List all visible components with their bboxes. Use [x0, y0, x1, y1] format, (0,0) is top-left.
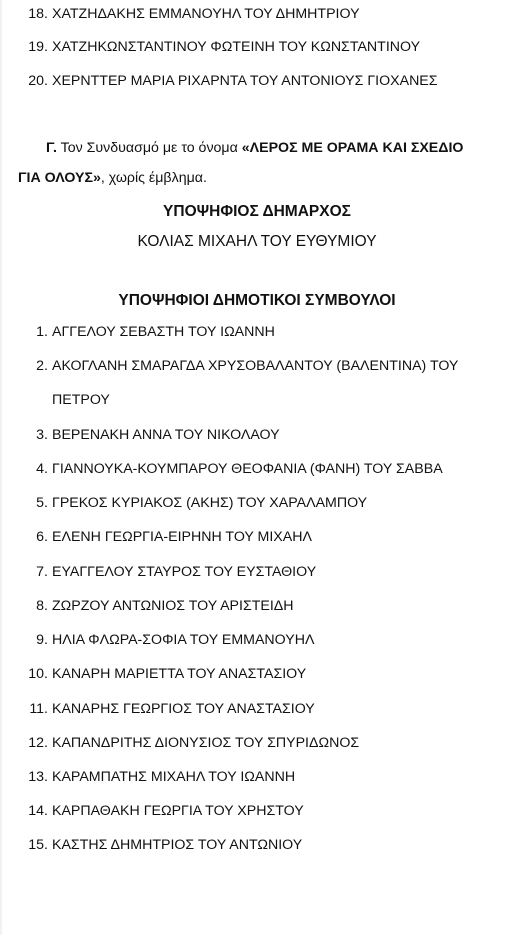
ticket-name-part2: ΓΙΑ ΟΛΟΥΣ» [18, 170, 101, 186]
section-paragraph-line1 [46, 139, 514, 157]
list-item-text: ΗΛΙΑ ΦΛΩΡΑ-ΣΟΦΙΑ ΤΟΥ ΕΜΜΑΝΟΥΗΛ [52, 632, 315, 648]
list-item-text: ΓΙΑΝΝΟΥΚΑ-ΚΟΥΜΠΑΡΟΥ ΘΕΟΦΑΝΙΑ (ΦΑΝΗ) ΤΟΥ ΣΑΒΒΑ [52, 461, 443, 477]
list-item-number: 14. [28, 803, 48, 819]
section-paragraph-line2 [18, 169, 488, 187]
list-item-number: 12. [28, 735, 48, 751]
list-item-number: 2. [36, 358, 48, 374]
list-item-number: 9. [36, 632, 48, 648]
list-item-text: ΚΑΝΑΡΗΣ ΓΕΩΡΓΙΟΣ ΤΟΥ ΑΝΑΣΤΑΣΙΟΥ [52, 701, 315, 717]
section-letter: Γ. [46, 140, 57, 156]
list-item-number: 13. [28, 769, 48, 785]
list-item-text: ΑΓΓΕΛΟΥ ΣΕΒΑΣΤΗ ΤΟΥ ΙΩΑΝΝΗ [52, 324, 275, 340]
list-item-number: 19. [28, 39, 48, 55]
section-tail: , χωρίς έμβλημα. [100, 170, 207, 186]
list-item-number: 20. [28, 73, 48, 89]
list-item-number: 6. [36, 529, 48, 545]
list-item-number: 7. [36, 564, 48, 580]
list-item-text: ΚΑΣΤΗΣ ΔΗΜΗΤΡΙΟΣ ΤΟΥ ΑΝΤΩΝΙΟΥ [52, 837, 303, 853]
list-item-text: ΧΑΤΖΗΔΑΚΗΣ ΕΜΜΑΝΟΥΗΛ ΤΟΥ ΔΗΜΗΤΡΙΟΥ [52, 6, 360, 22]
list-item-text: ΧΑΤΖΗΚΩΝΣΤΑΝΤΙΝΟΥ ΦΩΤΕΙΝΗ ΤΟΥ ΚΩΝΣΤΑΝΤΙΝΟΥ [52, 39, 421, 55]
list-item-number: 5. [36, 495, 48, 511]
mayor-heading: ΥΠΟΨΗΦΙΟΣ ΔΗΜΑΡΧΟΣ [163, 203, 351, 220]
list-item-text: ΑΚΟΓΛΑΝΗ ΣΜΑΡΑΓΔΑ ΧΡΥΣΟΒΑΛΑΝΤΟΥ (ΒΑΛΕΝΤΙΝΑ) ΤΟΥ [52, 358, 459, 374]
list-item-text: ΧΕΡΝΤΤΕΡ ΜΑΡΙΑ ΡΙΧΑΡΝΤΑ ΤΟΥ ΑΝΤΟΝΙΟΥΣ ΓΙΟΧΑΝΕΣ [52, 73, 438, 89]
list-item-number: 4. [36, 461, 48, 477]
section-intro: Τον Συνδυασμό με το όνομα [56, 140, 242, 156]
mayor-name: ΚΟΛΙΑΣ ΜΙΧΑΗΛ ΤΟΥ ΕΥΘΥΜΙΟΥ [137, 233, 377, 250]
list-item-text: ΚΑΡΠΑΘΑΚΗ ΓΕΩΡΓΙΑ ΤΟΥ ΧΡΗΣΤΟΥ [52, 803, 304, 819]
list-item-number: 11. [29, 701, 48, 717]
list-item-number: 1. [36, 324, 48, 340]
list-item-text: ΕΛΕΝΗ ΓΕΩΡΓΙΑ-ΕΙΡΗΝΗ ΤΟΥ ΜΙΧΑΗΛ [52, 529, 312, 545]
list-item-number: 3. [36, 427, 48, 443]
list-item-number: 18. [28, 6, 48, 22]
list-item-text-continued: ΠΕΤΡΟΥ [52, 392, 110, 408]
list-item-number: 10. [28, 666, 48, 682]
council-heading: ΥΠΟΨΗΦΙΟΙ ΔΗΜΟΤΙΚΟΙ ΣΥΜΒΟΥΛΟΙ [118, 292, 396, 309]
list-item-text: ΚΑΝΑΡΗ ΜΑΡΙΕΤΤΑ ΤΟΥ ΑΝΑΣΤΑΣΙΟΥ [52, 666, 307, 682]
list-item-number: 8. [36, 598, 48, 614]
list-item-text: ΚΑΠΑΝΔΡΙΤΗΣ ΔΙΟΝΥΣΙΟΣ ΤΟΥ ΣΠΥΡΙΔΩΝΟΣ [52, 735, 360, 751]
list-item-number: 15. [28, 837, 48, 853]
ticket-name-part1: «ΛΕΡΟΣ ΜΕ ΟΡΑΜΑ ΚΑΙ ΣΧΕΔΙΟ [241, 140, 464, 156]
list-item-text: ΒΕΡΕΝΑΚΗ ΑΝΝΑ ΤΟΥ ΝΙΚΟΛΑΟΥ [52, 427, 280, 443]
list-item-text: ΚΑΡΑΜΠΑΤΗΣ ΜΙΧΑΗΛ ΤΟΥ ΙΩΑΝΝΗ [52, 769, 296, 785]
list-item-text: ΓΡΕΚΟΣ ΚΥΡΙΑΚΟΣ (ΑΚΗΣ) ΤΟΥ ΧΑΡΑΛΑΜΠΟΥ [52, 495, 368, 511]
list-item-text: ΕΥΑΓΓΕΛΟΥ ΣΤΑΥΡΟΣ ΤΟΥ ΕΥΣΤΑΘΙΟΥ [52, 564, 317, 580]
list-item-text: ΖΩΡΖΟΥ ΑΝΤΩΝΙΟΣ ΤΟΥ ΑΡΙΣΤΕΙΔΗ [52, 598, 294, 614]
